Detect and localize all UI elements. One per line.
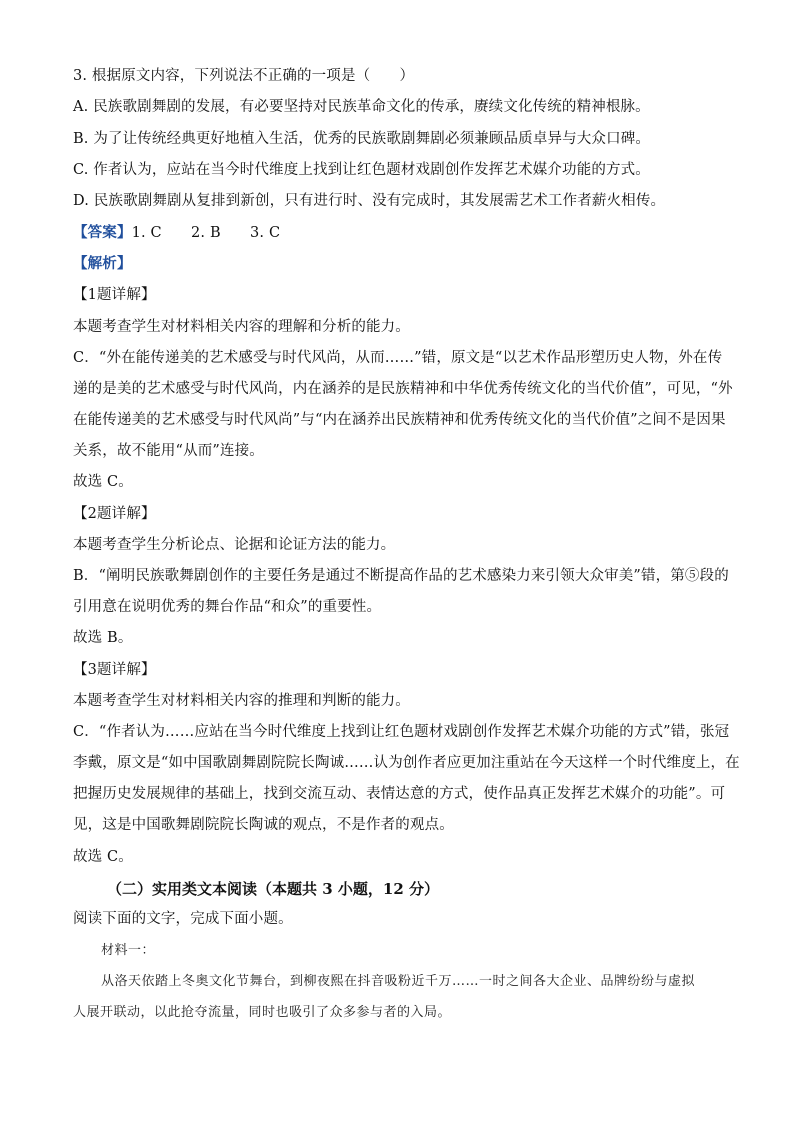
option-b: B. 为了让传统经典更好地植入生活，优秀的民族歌剧舞剧必须兼顾品质卓异与大众口碑。	[73, 131, 651, 147]
q1-text-1: 本题考查学生对材料相关内容的理解和分析的能力。	[73, 319, 410, 335]
q1-text-4: 在能传递美的艺术感受与时代风尚”与“内在涵养出民族精神和优秀传统文化的当代价值”之间不是因果	[73, 412, 726, 428]
q3-text-5: 见，这是中国歌舞剧院院长陶诚的观点，不是作者的观点。	[73, 817, 454, 833]
analysis-tag: 【解析】	[73, 255, 132, 272]
q2-text-2: B．“阐明民族歌舞剧创作的主要任务是通过不断提高作品的艺术感染力来引领大众审美”错，第⑤段的	[73, 568, 729, 584]
q2-detail-heading: 【2题详解】	[73, 506, 156, 522]
q3-text-1: 本题考查学生对材料相关内容的推理和判断的能力。	[73, 693, 410, 709]
q2-text-3: 引用意在说明优秀的舞台作品“和众”的重要性。	[73, 599, 382, 615]
reading-instruction: 阅读下面的文字，完成下面小题。	[73, 911, 293, 927]
analysis-line	[73, 254, 723, 274]
option-a: A. 民族歌剧舞剧的发展，有必要坚持对民族革命文化的传承，赓续文化传统的精神根脉。	[73, 99, 650, 115]
answer-line	[73, 223, 723, 243]
q1-text-5: 关系，故不能用“从而”连接。	[73, 443, 264, 459]
q3-conclusion: 故选 C。	[73, 849, 133, 865]
q2-text-1: 本题考查学生分析论点、论据和论证方法的能力。	[73, 537, 396, 553]
material-text-2: 人展开联动，以此抢夺流量，同时也吸引了众多参与者的入局。	[73, 1005, 452, 1020]
q3-text-3: 李戴，原文是“如中国歌剧舞剧院院长陶诚……认为创作者应更加注重站在今天这样一个时代维度上，在	[73, 755, 740, 771]
option-d: D. 民族歌剧舞剧从复排到新创，只有进行时、没有完成时，其发展需艺术工作者薪火相传。	[73, 193, 666, 209]
material-label: 材料一：	[101, 943, 156, 958]
question-3-stem: 3. 根据原文内容，下列说法不正确的一项是（ ）	[73, 68, 415, 84]
q3-detail-heading: 【3题详解】	[73, 662, 156, 678]
material-text-1: 从洛天依踏上冬奥文化节舞台，到柳夜熙在抖音吸粉近千万……一时之间各大企业、品牌纷纷与虚拟	[101, 974, 696, 989]
q1-text-2: C．“外在能传递美的艺术感受与时代风尚，从而……”错，原文是“以艺术作品形塑历史人物，外在传	[73, 350, 723, 366]
q1-text-3: 递的是美的艺术感受与时代风尚，内在涵养的是民族精神和中华优秀传统文化的当代价值”，可见，“外	[73, 381, 733, 397]
q3-text-4: 把握历史发展规律的基础上，找到交流互动、表情达意的方式，使作品真正发挥艺术媒介的功能”。可	[73, 786, 726, 802]
q1-conclusion: 故选 C。	[73, 474, 133, 490]
q1-detail-heading: 【1题详解】	[73, 287, 156, 303]
answer-tag: 【答案】	[73, 224, 132, 241]
answer-value: 1. C 2. B 3. C	[131, 225, 281, 241]
q3-text-2: C．“作者认为……应站在当今时代维度上找到让红色题材戏剧创作发挥艺术媒介功能的方式”错，张冠	[73, 724, 730, 740]
q2-conclusion: 故选 B。	[73, 630, 133, 646]
option-c: C. 作者认为，应站在当今时代维度上找到让红色题材戏剧创作发挥艺术媒介功能的方式。	[73, 162, 650, 178]
section-heading: （二）实用类文本阅读（本题共 3 小题，12 分）	[107, 880, 439, 898]
